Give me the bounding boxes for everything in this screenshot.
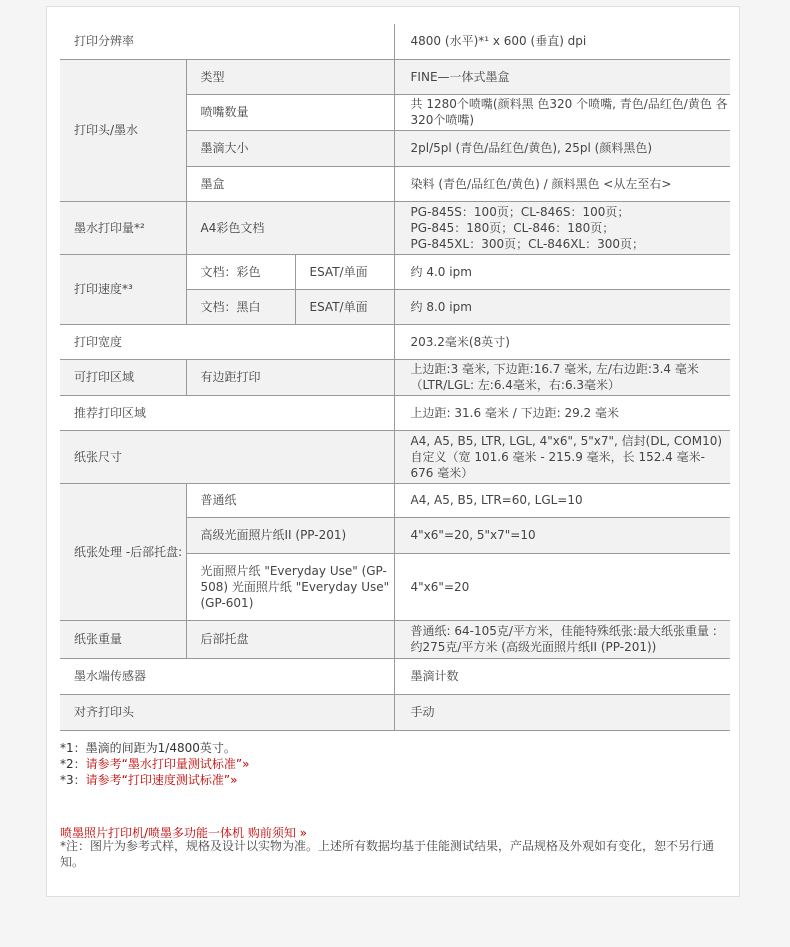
row-yield: [60, 201, 730, 254]
value-everyday: 4"x6"=20: [394, 553, 730, 620]
label-printhead: 打印头/墨水: [60, 59, 186, 201]
value-recommended: 上边距: 31.6 毫米 / 下边距: 29.2 毫米: [394, 395, 730, 430]
sublabel-everyday: 光面照片纸 "Everyday Use" (GP-508) 光面照片纸 "Everyday Use" (GP-601): [186, 553, 394, 620]
row-handling-plain: [60, 483, 730, 517]
spec-table: [60, 24, 730, 731]
row-paper-size: [60, 430, 730, 483]
footnote-3-prefix: *3：: [60, 773, 86, 787]
footnote-3-link[interactable]: 请参考“打印速度测试标准”»: [85, 773, 238, 787]
value-width: 203.2毫米(8英寸): [394, 324, 730, 359]
value-droplet: 2pl/5pl (青色/品红色/黄色), 25pl (颜料黑色): [394, 130, 730, 166]
row-sensor: [60, 658, 730, 694]
label-width: 打印宽度: [60, 324, 394, 359]
footnote-3: [60, 772, 237, 788]
value-plain: A4, A5, B5, LTR=60, LGL=10: [394, 483, 730, 517]
label-resolution: 打印分辨率: [60, 24, 394, 59]
sublabel-printable: 有边距打印: [186, 359, 394, 395]
row-width: [60, 324, 730, 359]
row-resolution: [60, 24, 730, 59]
row-speed-color: [60, 254, 730, 289]
footnote-2-link[interactable]: 请参考“墨水打印量测试标准”»: [85, 757, 250, 771]
sublabel-glossy: 高级光面照片纸II (PP-201): [186, 517, 394, 553]
purchase-notice-link[interactable]: 喷墨照片打印机/喷墨多功能一体机 购前须知 »: [60, 826, 308, 840]
value-yield: [394, 201, 730, 254]
value-speed-mono: 约 8.0 ipm: [394, 289, 730, 324]
sublabel-speed-mono: 文档：黑白: [186, 289, 295, 324]
value-nozzles: 共 1280个喷嘴(颜料黑 色320 个喷嘴, 青色/品红色/黄色 各320个喷嘴): [394, 94, 730, 130]
footnote-2: [60, 756, 249, 772]
sublabel-cartridge: 墨盒: [186, 166, 394, 201]
sublabel-type: 类型: [186, 59, 394, 94]
row-printhead-type: [60, 59, 730, 94]
label-handling: 纸张处理 -后部托盘:: [60, 483, 186, 620]
disclaimer-note: *注：图片为参考式样，规格及设计以实物为准。上述所有数据均基于佳能测试结果，产品规格及外观如有变化，恕不另行通知。: [60, 839, 715, 869]
label-sensor: 墨水端传感器: [60, 658, 394, 694]
label-speed: 打印速度*³: [60, 254, 186, 324]
mode-speed-color: ESAT/单面: [295, 254, 394, 289]
value-paper-size: A4, A5, B5, LTR, LGL, 4"x6", 5"x7", 信封(DL, COM10) 自定义（宽 101.6 毫米 - 215.9 毫米，长 152.4 毫米- 676 毫米）: [394, 430, 730, 483]
sublabel-plain: 普通纸: [186, 483, 394, 517]
label-yield: 墨水打印量*²: [60, 201, 186, 254]
value-alignment: 手动: [394, 694, 730, 730]
row-recommended: [60, 395, 730, 430]
value-sensor: 墨滴计数: [394, 658, 730, 694]
label-paper-size: 纸张尺寸: [60, 430, 394, 483]
yield-line-3: PG-845XL：300页；CL-846XL：300页；: [410, 236, 645, 251]
sublabel-droplet: 墨滴大小: [186, 130, 394, 166]
label-recommended: 推荐打印区域: [60, 395, 394, 430]
label-weight: 纸张重量: [60, 620, 186, 658]
value-type: FINE—一体式墨盒: [394, 59, 730, 94]
sublabel-speed-color: 文档：彩色: [186, 254, 295, 289]
value-printable: 上边距:3 毫米, 下边距:16.7 毫米, 左/右边距:3.4 毫米（LTR/LGL: 左:6.4毫米，右:6.3毫米）: [394, 359, 730, 395]
label-alignment: 对齐打印头: [60, 694, 394, 730]
value-glossy: 4"x6"=20, 5"x7"=10: [394, 517, 730, 553]
row-printable: [60, 359, 730, 395]
sublabel-weight: 后部托盘: [186, 620, 394, 658]
value-speed-color: 约 4.0 ipm: [394, 254, 730, 289]
sublabel-nozzles: 喷嘴数量: [186, 94, 394, 130]
value-cartridge: 染料 (青色/品红色/黄色) / 颜料黑色 <从左至右>: [394, 166, 730, 201]
footnote-2-prefix: *2：: [60, 757, 86, 771]
footnote-1: *1：墨滴的间距为1/4800英寸。: [60, 741, 236, 755]
value-resolution: 4800 (水平)*¹ x 600 (垂直) dpi: [394, 24, 730, 59]
sublabel-yield: A4彩色文档: [186, 201, 394, 254]
yield-line-2: PG-845：180页；CL-846：180页；: [410, 220, 615, 235]
label-printable: 可打印区域: [60, 359, 186, 395]
yield-line-1: PG-845S：100页；CL-846S：100页；: [410, 204, 630, 219]
row-weight: [60, 620, 730, 658]
value-weight: 普通纸: 64-105克/平方米，佳能特殊纸张:最大纸张重量 : 约275克/平方米 (高级光面照片纸II (PP-201)): [394, 620, 730, 658]
mode-speed-mono: ESAT/单面: [295, 289, 394, 324]
row-alignment: [60, 694, 730, 730]
